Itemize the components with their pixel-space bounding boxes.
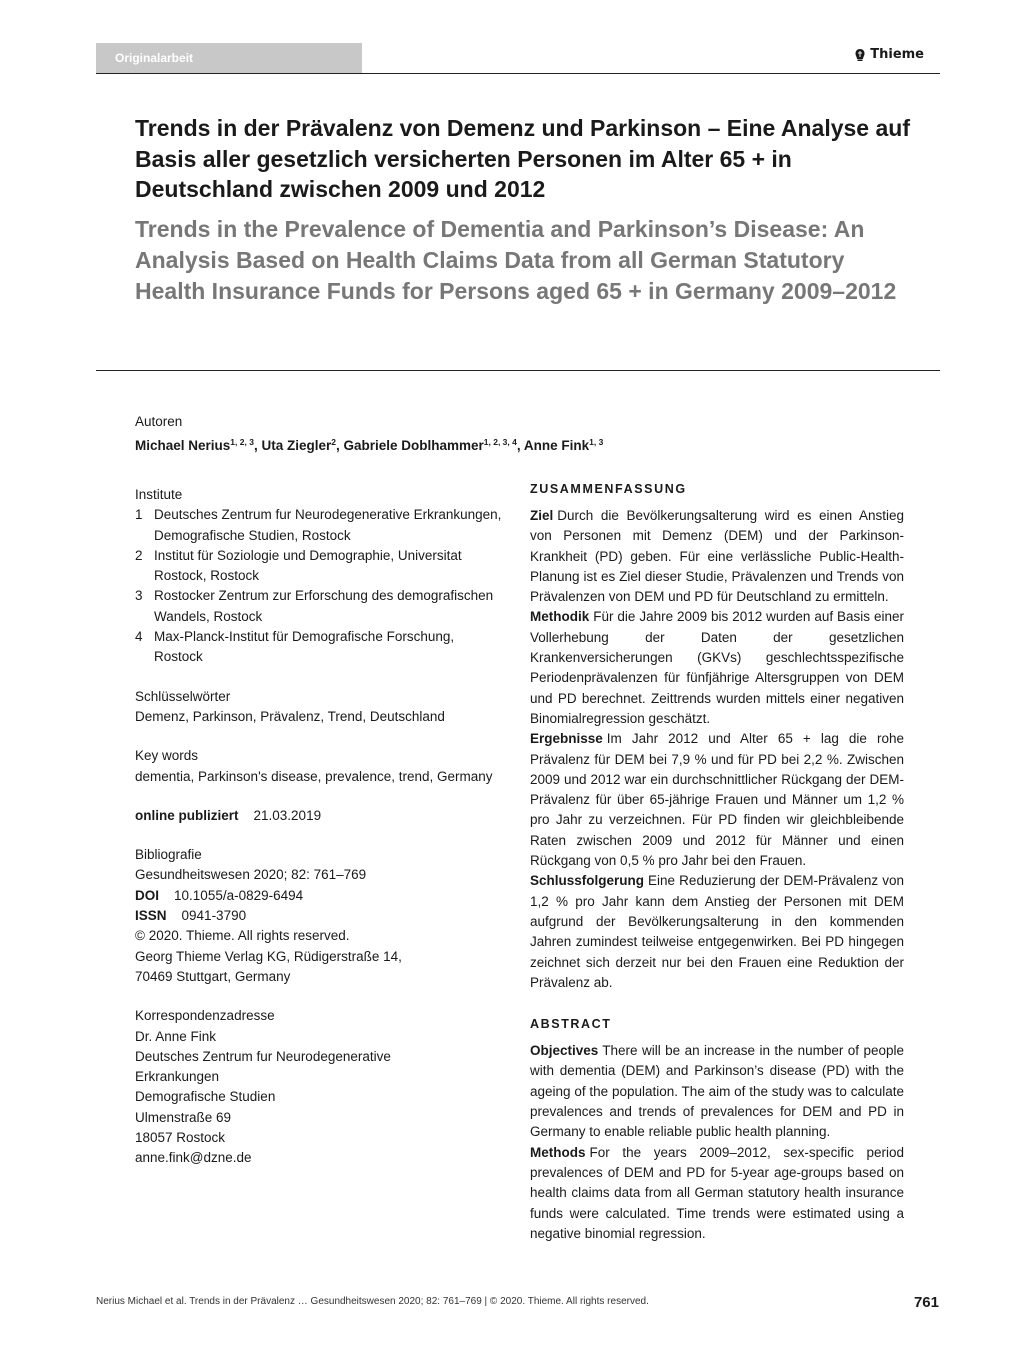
brand-name: Thieme (870, 47, 924, 62)
summary-paragraph (530, 871, 904, 993)
institute-text: Max-Planck-Institut für Demografische Forschung, Rostock (154, 629, 455, 665)
title-rule (96, 370, 940, 371)
paragraph-lead: Methodik (530, 609, 590, 625)
paragraph-text: For the years 2009–2012, sex-specific period prevalences of DEM and PD for 5-year age-groups based on health claims data from all German statutory health insurance funds were calculated. Time trends were estimated using a negative binomial regression. (530, 1144, 904, 1241)
zusammenfassung-heading: ZUSAMMENFASSUNG (530, 482, 687, 496)
copyright-line: © 2020. Thieme. All rights reserved. (135, 928, 350, 944)
list-item (135, 505, 505, 546)
institute-number: 4 (135, 629, 143, 645)
correspondence-line: Ulmenstraße 69 (135, 1109, 232, 1125)
publisher-brand (854, 47, 924, 62)
publisher-line: 70469 Stuttgart, Germany (135, 968, 291, 984)
doi-label: DOI (135, 887, 160, 903)
published-section (135, 806, 505, 826)
institutes-list (135, 505, 505, 667)
keywords-en-section (135, 746, 505, 787)
right-column (530, 479, 904, 1244)
authors-block (135, 412, 655, 457)
paragraph-text: Eine Reduzierung der DEM-Prävalenz von 1,2 % pro Jahr kann dem Anstieg der Personen mit DEM aufgrund der Bevölkerungsalterung in den kommenden Jahren zumindest teilweise entgegenwirken. Bei PD hingegen zeichnet sich derzeit nur bei den Frauen eine Reduktion der Prävalenz ab. (530, 873, 904, 990)
section-tag: Originalarbeit (96, 43, 362, 73)
institute-number: 2 (135, 547, 143, 563)
paragraph-lead: Ziel (530, 508, 554, 523)
paragraph-lead: Objectives (530, 1043, 599, 1059)
paragraph-text: Für die Jahre 2009 bis 2012 wurden auf Basis einer Vollerhebung der Daten der gesetzlichen Krankenversicherungen (GKVs) geschlechtsspezifische Periodenprävalenzen für fünfjährige Altersgruppen von DEM und PD berechnet. Zeittrends wurden mittels einer negativen Binomialregression geschätzt. (530, 609, 904, 726)
author-affiliation: 2 (331, 437, 336, 448)
institute-text: Deutsches Zentrum fur Neurodegenerative Erkrankungen, Demografische Studien, Rostock (154, 507, 502, 543)
page-number: 761 (913, 1294, 939, 1311)
publisher-line: Georg Thieme Verlag KG, Rüdigerstraße 14, (135, 948, 402, 964)
correspondence-label: Korrespondenzadresse (135, 1008, 275, 1024)
author-separator: , (253, 438, 262, 454)
correspondence-email: anne.fink@dzne.de (135, 1150, 252, 1166)
paragraph-text: Im Jahr 2012 und Alter 65 + lag die rohe Prävalenz für DEM bei 7,9 % und für PD bei 2,2 %. Zwischen 2009 und 2012 war ein durchschnittlicher Rückgang der DEM-Prävalenz für über 65-jährige Frauen und Männer um 1,2 % pro Jahr zu verzeichnen. Für PD finden wir gleichbleibende Raten zwischen 2009 und 2012 für Männer und einen Rückgang von 0,5 % pro Jahr bei den Frauen. (530, 731, 904, 869)
author-name: Uta Ziegler (261, 438, 332, 454)
institutes-section (135, 485, 505, 668)
keywords-de-section (135, 687, 505, 728)
author-separator: , (516, 438, 524, 454)
correspondence-line: Demografische Studien (135, 1089, 276, 1105)
list-item (135, 546, 505, 587)
institute-text: Institut für Soziologie und Demographie, Universitat Rostock, Rostock (154, 547, 462, 584)
author-name: Gabriele Doblhammer (343, 438, 484, 454)
list-item (135, 586, 505, 627)
institute-number: 3 (135, 588, 143, 604)
paragraph-text: There will be an increase in the number of people with dementia (DEM) and Parkinson’s disease (PD) with the ageing of the population. The aim of the study was to calculate prevalences and trends of prevalences for DEM and PD in Germany to enable reliable public health planning. (530, 1043, 904, 1140)
issn-line (135, 906, 505, 926)
institute-text: Rostocker Zentrum zur Erforschung des demografischen Wandels, Rostock (154, 588, 494, 624)
correspondence-line: Dr. Anne Fink (135, 1028, 217, 1044)
author-affiliation: 1, 2, 3 (230, 437, 254, 448)
keywords-en-label: Key words (135, 748, 199, 764)
institute-number: 1 (135, 507, 143, 523)
keywords-de-label: Schlüsselwörter (135, 688, 231, 704)
header-rule (96, 73, 940, 74)
summary-paragraph (530, 506, 904, 607)
bibliography-section (135, 845, 505, 987)
paragraph-text: Durch die Bevölkerungsalterung wird es einen Anstieg von Personen mit Demenz (DEM) und der Parkinson-Krankheit (PD) geben. Für eine verlässliche Public-Health-Planung ist es Ziel dieser Studie, Prävalenzen und Trends von Prävalenzen von DEM und PD für Deutschland zu ermitteln. (530, 508, 904, 605)
bibliography-citation: Gesundheitswesen 2020; 82: 761–769 (135, 867, 367, 883)
abstract-paragraph (530, 1143, 904, 1244)
author-affiliation: 1, 3 (589, 437, 604, 448)
correspondence-section (135, 1006, 505, 1168)
author-name: Anne Fink (523, 438, 590, 454)
footer-citation: Nerius Michael et al. Trends in der Prävalenz … Gesundheitswesen 2020; 82: 761–769 | © 2020. Thieme. All rights reserved. (96, 1296, 649, 1307)
correspondence-line: 18057 Rostock (135, 1130, 226, 1146)
authors-label: Autoren (135, 414, 183, 429)
correspondence-line: Erkrankungen (135, 1069, 220, 1085)
doi-line (135, 886, 505, 906)
keywords-en-text: dementia, Parkinson's disease, prevalence, trend, Germany (135, 768, 493, 784)
section-gap (530, 993, 904, 1014)
author-list (135, 432, 655, 456)
thieme-logo-icon (854, 48, 866, 62)
issn-value: 0941-3790 (181, 908, 247, 924)
abstract-paragraph (530, 1041, 904, 1142)
author-name: Michael Nerius (135, 438, 231, 454)
summary-paragraph (530, 607, 904, 729)
abstract-heading: ABSTRACT (530, 1017, 612, 1032)
summary-paragraph (530, 729, 904, 871)
institutes-label: Institute (135, 487, 183, 502)
paragraph-lead: Schlussfolgerung (530, 873, 645, 889)
author-affiliation: 1, 2, 3, 4 (483, 437, 517, 448)
list-item (135, 627, 505, 668)
correspondence-line: Deutsches Zentrum fur Neurodegenerative (135, 1048, 391, 1064)
paragraph-lead: Methods (530, 1144, 586, 1160)
published-date: 21.03.2019 (253, 807, 322, 823)
title-english: Trends in the Prevalence of Dementia and Parkinson’s Disease: An Analysis Based on Health Claims Data from all German Statutory Health Insurance Funds for Persons aged 65 + in Germany 2009–2012 (135, 216, 897, 304)
paragraph-lead: Ergebnisse (530, 731, 603, 747)
doi-value: 10.1055/a-0829-6494 (174, 887, 304, 903)
title-german: Trends in der Prävalenz von Demenz und Parkinson – Eine Analyse auf Basis aller gesetzlich versicherten Personen im Alter 65 + in Deutschland zwischen 2009 und 2012 (135, 115, 910, 202)
author-separator: , (335, 438, 344, 454)
keywords-de-text: Demenz, Parkinson, Prävalenz, Trend, Deutschland (135, 708, 445, 724)
issn-label: ISSN (135, 908, 167, 924)
published-label: online publiziert (135, 807, 239, 823)
left-column (135, 485, 505, 1188)
bibliography-label: Bibliografie (135, 847, 202, 863)
